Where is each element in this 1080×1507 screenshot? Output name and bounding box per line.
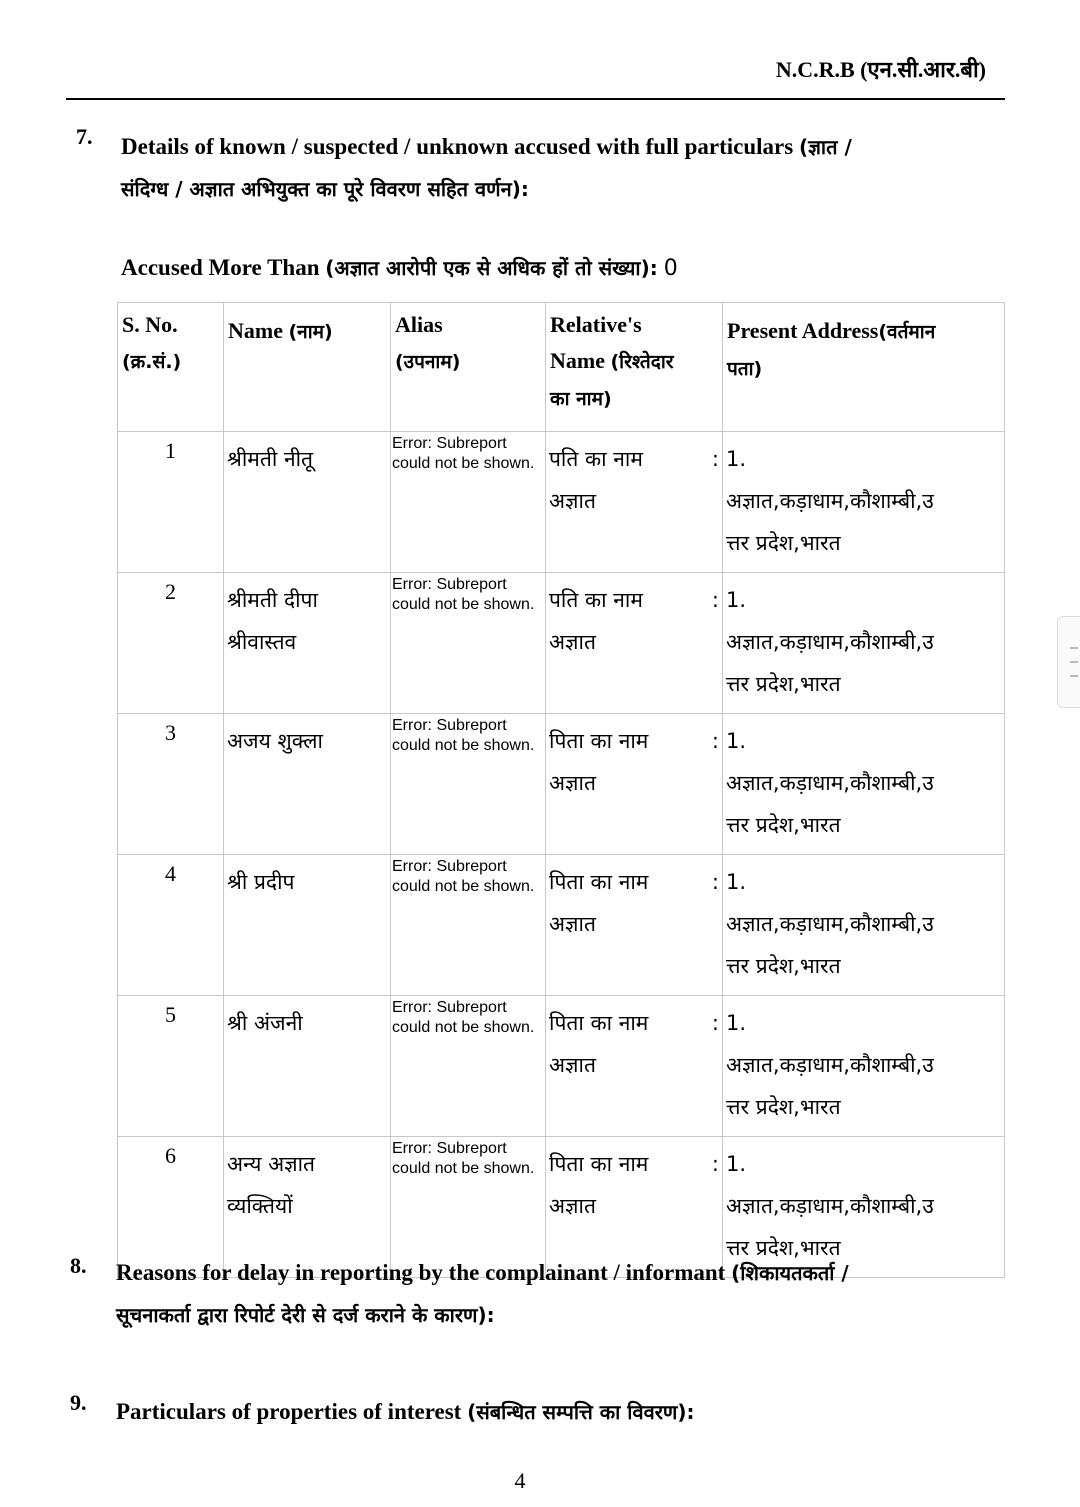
section-9-title: [116, 1391, 996, 1433]
address-num: 1.: [726, 447, 747, 471]
address-line-1: अज्ञात,कड़ाधाम,कौशाम्बी,उ: [726, 771, 934, 795]
cell-sno: 1: [118, 432, 224, 573]
relative-label: पिता का नाम: [549, 729, 649, 753]
cell-address: [723, 996, 1005, 1137]
section-7-title-en: Details of known / suspected / unknown accused with full particulars: [121, 134, 799, 159]
header-relative: [546, 303, 723, 432]
table-row: [118, 573, 1005, 714]
cell-relative: [546, 714, 723, 855]
address-line-2: त्तर प्रदेश,भारत: [726, 1236, 841, 1260]
address-num: 1.: [726, 870, 747, 894]
table-row: [118, 996, 1005, 1137]
accused-more-than-hi: (अज्ञात आरोपी एक से अधिक हों तो संख्या):: [325, 256, 658, 280]
relative-colon: :: [711, 588, 719, 612]
table-row: [118, 855, 1005, 996]
address-line-1: अज्ञात,कड़ाधाम,कौशाम्बी,उ: [726, 1053, 934, 1077]
cell-address: [723, 855, 1005, 996]
cell-address: [723, 714, 1005, 855]
cell-sno: 2: [118, 573, 224, 714]
cell-name: श्रीमती नीतू: [224, 432, 391, 573]
accused-count: 0: [663, 256, 678, 281]
cell-name: श्रीमती दीपा श्रीवास्तव: [224, 573, 391, 714]
address-num: 1.: [726, 1152, 747, 1176]
address-num: 1.: [726, 588, 747, 612]
section-9-number: 9.: [70, 1390, 87, 1415]
address-line-2: त्तर प्रदेश,भारत: [726, 672, 841, 696]
header-sno: [118, 303, 224, 432]
relative-name: अज्ञात: [549, 771, 596, 795]
cell-name: श्री प्रदीप: [224, 855, 391, 996]
address-line-1: अज्ञात,कड़ाधाम,कौशाम्बी,उ: [726, 1194, 934, 1218]
table-row: [118, 714, 1005, 855]
address-line-2: त्तर प्रदेश,भारत: [726, 954, 841, 978]
cell-alias: Error: Subreport could not be shown.: [391, 432, 546, 573]
cell-alias: Error: Subreport could not be shown.: [391, 855, 546, 996]
relative-name: अज्ञात: [549, 1053, 596, 1077]
cell-name: अजय शुक्ला: [224, 714, 391, 855]
relative-name: अज्ञात: [549, 912, 596, 936]
relative-colon: :: [711, 1152, 719, 1176]
header-address-en: Present Address: [727, 318, 879, 343]
page-header-title: N.C.R.B (एन.सी.आर.बी): [775, 57, 986, 82]
header-alias-hi: (उपनाम): [395, 351, 461, 373]
table-header-row: [118, 303, 1005, 432]
section-9-title-en: Particulars of properties of interest: [116, 1399, 468, 1424]
section-7-title: [121, 126, 961, 210]
header-name-hi: (नाम): [288, 321, 333, 343]
cell-alias: Error: Subreport could not be shown.: [391, 573, 546, 714]
accused-table: [117, 302, 1005, 1278]
cell-address: [723, 573, 1005, 714]
cell-alias: Error: Subreport could not be shown.: [391, 996, 546, 1137]
cell-relative: [546, 855, 723, 996]
header-name-en: Name: [228, 318, 289, 343]
section-8-title: [116, 1252, 996, 1336]
accused-more-than-line: [121, 254, 678, 281]
cell-name: श्री अंजनी: [224, 996, 391, 1137]
header-relative-en: Relative's: [550, 312, 642, 337]
relative-name: अज्ञात: [549, 489, 596, 513]
relative-colon: :: [711, 729, 719, 753]
address-line-1: अज्ञात,कड़ाधाम,कौशाम्बी,उ: [726, 912, 934, 936]
relative-label: पिता का नाम: [549, 870, 649, 894]
relative-label: पिता का नाम: [549, 1011, 649, 1035]
relative-colon: :: [711, 447, 719, 471]
header-relative-hi2: का नाम): [550, 388, 612, 410]
cell-sno: 5: [118, 996, 224, 1137]
header-address-hi2: पता): [727, 358, 763, 380]
cell-alias: Error: Subreport could not be shown.: [391, 1137, 546, 1278]
cell-relative: [546, 432, 723, 573]
side-panel-handle[interactable]: [1057, 616, 1080, 708]
address-line-2: त्तर प्रदेश,भारत: [726, 813, 841, 837]
cell-sno: 6: [118, 1137, 224, 1278]
address-line-2: त्तर प्रदेश,भारत: [726, 1095, 841, 1119]
relative-name: अज्ञात: [549, 630, 596, 654]
cell-sno: 3: [118, 714, 224, 855]
section-7-number: 7.: [76, 124, 93, 149]
header-alias: [391, 303, 546, 432]
address-line-1: अज्ञात,कड़ाधाम,कौशाम्बी,उ: [726, 489, 934, 513]
section-7-title-hi-1: (ज्ञात /: [798, 135, 852, 159]
header-divider: [66, 98, 1005, 100]
page-number: 4: [514, 1468, 526, 1493]
relative-colon: :: [711, 870, 719, 894]
relative-name: अज्ञात: [549, 1194, 596, 1218]
section-7-title-hi-2: संदिग्ध / अज्ञात अभियुक्त का पूरे विवरण सहित वर्णन):: [121, 177, 529, 201]
relative-label: पिता का नाम: [549, 1152, 649, 1176]
section-8-title-hi-1: (शिकायतकर्ता /: [731, 1261, 849, 1285]
header-sno-en: S. No.: [122, 312, 178, 337]
address-line-2: त्तर प्रदेश,भारत: [726, 531, 841, 555]
address-line-1: अज्ञात,कड़ाधाम,कौशाम्बी,उ: [726, 630, 934, 654]
header-alias-en: Alias: [395, 312, 443, 337]
header-address-hi: (वर्तमान: [878, 321, 936, 343]
header-sno-hi: (क्र.सं.): [122, 351, 182, 373]
relative-colon: :: [711, 1011, 719, 1035]
header-relative-hi: (रिश्तेदार: [610, 351, 674, 373]
header-address: [723, 303, 1005, 432]
table-row: [118, 432, 1005, 573]
cell-relative: [546, 996, 723, 1137]
section-8-title-hi-2: सूचनाकर्ता द्वारा रिपोर्ट देरी से दर्ज कराने के कारण):: [116, 1303, 495, 1327]
address-num: 1.: [726, 729, 747, 753]
accused-more-than-en: Accused More Than: [121, 255, 326, 280]
cell-alias: Error: Subreport could not be shown.: [391, 714, 546, 855]
section-8-title-en: Reasons for delay in reporting by the complainant / informant: [116, 1260, 732, 1285]
cell-address: [723, 432, 1005, 573]
header-name: [224, 303, 391, 432]
cell-name: अन्य अज्ञात व्यक्तियों: [224, 1137, 391, 1278]
section-8-number: 8.: [70, 1253, 87, 1278]
header-relative-en2: Name: [550, 348, 611, 373]
address-num: 1.: [726, 1011, 747, 1035]
section-9-title-hi: (संबन्धित सम्पत्ति का विवरण):: [467, 1400, 695, 1424]
relative-label: पति का नाम: [549, 447, 643, 471]
cell-relative: [546, 573, 723, 714]
cell-sno: 4: [118, 855, 224, 996]
relative-label: पति का नाम: [549, 588, 643, 612]
